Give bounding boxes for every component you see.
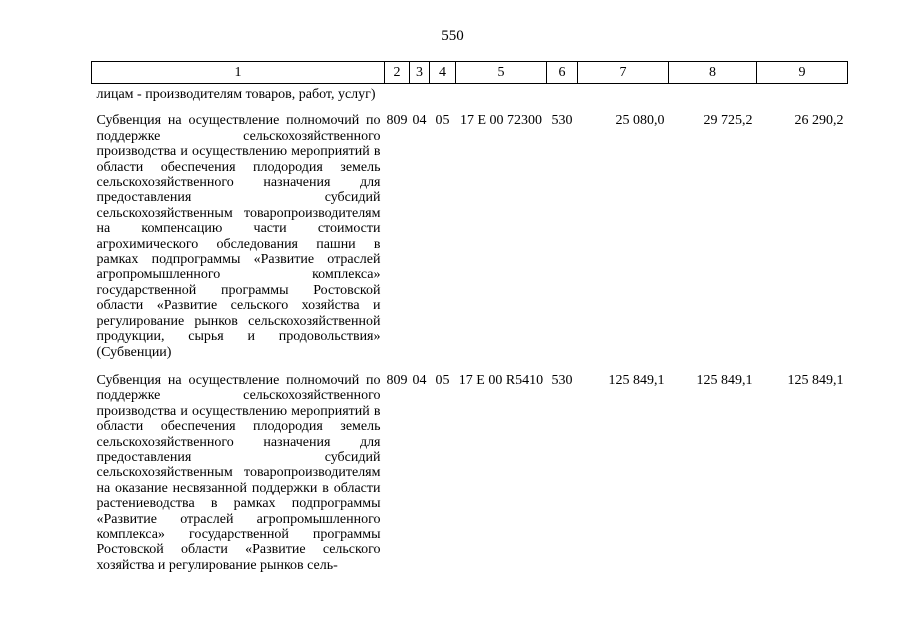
budget-table bbox=[91, 61, 848, 586]
row-description: Субвенция на осуществление полномочий по поддержке сельскохозяйственного производства и осуществлению мероприятий в области обеспечения плодородия земель сельскохозяйственного назначения для предоставления субсидий сельскохозяйственным товаропроизводителям на оказание несвязанной поддержки в области растениеводства в рамках подпрограммы «Развитие отраслей агропромышленного комплекса» государственной программы Ростовской области «Развитие сельского хозяйства и регулирование рынков сель- bbox=[96, 372, 381, 573]
row-amount-3: 125 849,1 bbox=[787, 372, 844, 388]
row-subsection-code bbox=[430, 84, 456, 114]
row-description: Субвенция на осуществление полномочий по поддержке сельскохозяйственного производства и осуществлению мероприятий в области обеспечения плодородия земель сельскохозяйственного назначения для предоставления субсидий сельскохозяйственным товаропроизводителям на компенсацию части стоимости агрохимического обследования пашни в рамках подпрограммы «Развитие отраслей агропромышленного комплекса» государственной программы Ростовской области «Развитие сельского хозяйства и регулирование рынков сельскохозяйственной продукции, сырья и продовольствия» (Субвенции) bbox=[96, 113, 381, 360]
row-description: лицам - производителям товаров, работ, услуг) bbox=[96, 87, 376, 102]
row-section-code bbox=[410, 84, 430, 114]
row-expense-type bbox=[547, 84, 578, 114]
row-target-article bbox=[456, 84, 547, 114]
row-amount-1: 125 849,1 bbox=[608, 372, 665, 388]
row-expense-type: 530 bbox=[551, 372, 573, 388]
column-header-5: 5 bbox=[456, 62, 547, 84]
row-ministry-code: 809 bbox=[386, 113, 408, 129]
row-target-article: 17 Е 00 72300 bbox=[459, 113, 543, 129]
row-section-code: 04 bbox=[412, 113, 427, 129]
row-ministry-code bbox=[385, 84, 410, 114]
row-amount-2: 125 849,1 bbox=[696, 372, 753, 388]
row-ministry-code: 809 bbox=[386, 372, 408, 388]
row-amount-3 bbox=[757, 84, 848, 114]
row-subsection-code: 05 bbox=[435, 372, 450, 388]
column-header-9: 9 bbox=[757, 62, 848, 84]
row-amount-2: 29 725,2 bbox=[703, 113, 753, 129]
column-header-8: 8 bbox=[669, 62, 757, 84]
column-header-7: 7 bbox=[578, 62, 669, 84]
column-header-6: 6 bbox=[547, 62, 578, 84]
row-expense-type: 530 bbox=[551, 113, 573, 129]
row-amount-2 bbox=[669, 84, 757, 114]
table-row bbox=[92, 84, 848, 114]
column-header-4: 4 bbox=[430, 62, 456, 84]
row-subsection-code: 05 bbox=[435, 113, 450, 129]
table-row bbox=[92, 113, 848, 373]
column-header-1: 1 bbox=[92, 62, 385, 84]
table-row bbox=[92, 373, 848, 586]
row-target-article: 17 Е 00 R5410 bbox=[458, 372, 544, 388]
row-amount-1: 25 080,0 bbox=[615, 113, 665, 129]
header-row bbox=[92, 62, 848, 84]
row-section-code: 04 bbox=[412, 372, 427, 388]
column-header-2: 2 bbox=[385, 62, 410, 84]
row-amount-3: 26 290,2 bbox=[794, 113, 844, 129]
page-number: 550 bbox=[441, 28, 464, 44]
column-header-3: 3 bbox=[410, 62, 430, 84]
row-amount-1 bbox=[578, 84, 669, 114]
